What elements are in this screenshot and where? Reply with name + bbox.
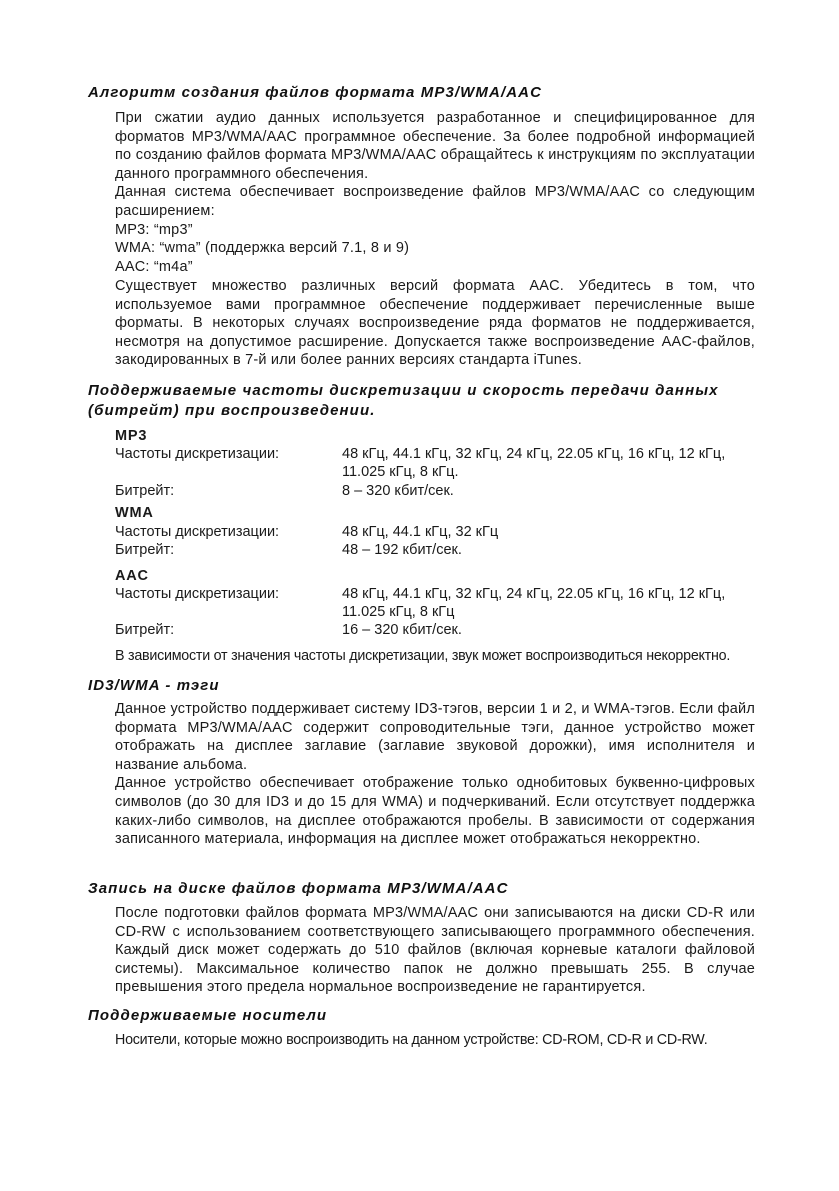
media-paragraph: Носители, которые можно воспроизводить на данном устройстве: CD-ROM, CD-R и CD-RW. (115, 1032, 708, 1048)
heading-id3-tags: ID3/WMA - тэги (88, 677, 220, 694)
format-name-wma: WMA (115, 505, 154, 521)
algorithm-paragraph-3: Существует множество различных версий формата AAC. Убедитесь в том, что используемое вами программное обеспечение поддерживает перечисленные выше форматы. В некоторых случаях воспроизведение ряда форматов не поддерживается, несмотря на допустимое расширение. Допускается также воспроизведение AAC-файлов, закодированных в 7-й или более ранних версиях стандарта iTunes. (115, 278, 755, 369)
format-name-aac: AAC (115, 568, 149, 584)
heading-disc-recording: Запись на диске файлов формата MP3/WMA/AAC (88, 880, 509, 897)
aac-bitrate-value: 16 – 320 кбит/сек. (342, 622, 462, 638)
aac-freq-label: Частоты дискретизации: (115, 586, 280, 602)
mp3-freq-label: Частоты дискретизации: (115, 446, 280, 462)
tags-body (115, 700, 755, 849)
format-name-mp3: MP3 (115, 428, 148, 444)
algorithm-paragraph-2: Данная система обеспечивает воспроизведение файлов MP3/WMA/AAC со следующим расширением: (115, 184, 755, 219)
sample-rate-note: В зависимости от значения частоты дискретизации, звук может воспроизводиться некорректно. (115, 648, 731, 664)
extension-aac: AAC: “m4a” (115, 258, 193, 275)
mp3-bitrate-label: Битрейт: (115, 483, 175, 499)
tags-paragraph-1: Данное устройство поддерживает систему ID3-тэгов, версии 1 и 2, и WMA-тэгов. Если файл формата MP3/WMA/AAC содержит сопроводительные тэги, данное устройство может отображать на дисплее заглавие (заглавие звуковой дорожки), имя исполнителя и название альбома. (115, 701, 755, 773)
aac-bitrate-label: Битрейт: (115, 622, 175, 638)
tags-paragraph-2: Данное устройство обеспечивает отображение только однобитовых буквенно-цифровых символов (до 30 для ID3 и до 15 для WMA) и подчеркиваний. Если отсутствует поддержка каких-либо символов, на дисплее отображаются пробелы. В зависимости от содержания записанного материала, информация на дисплее может отображаться некорректно. (115, 775, 755, 848)
wma-freq-label: Частоты дискретизации: (115, 524, 280, 540)
wma-bitrate-value: 48 – 192 кбит/сек. (342, 542, 462, 558)
heading-supported-media: Поддерживаемые носители (88, 1007, 328, 1024)
mp3-freq-value: 48 кГц, 44.1 кГц, 32 кГц, 24 кГц, 22.05 кГц, 16 кГц, 12 кГц, 11.025 кГц, 8 кГц. (342, 446, 726, 480)
heading-algorithm: Алгоритм создания файлов формата MP3/WMA/AAC (88, 84, 543, 101)
wma-freq-value: 48 кГц, 44.1 кГц, 32 кГц (342, 524, 499, 540)
algorithm-paragraph-1: При сжатии аудио данных используется разработанное и специфицированное для форматов MP3/WMA/AAC программное обеспечение. За более подробной информацией по созданию файлов формата MP3/WMA/AAC обращайтесь к инструкциям по эксплуатации данного программного обеспечения. (115, 110, 755, 182)
algorithm-body (115, 109, 755, 276)
mp3-bitrate-value: 8 – 320 кбит/сек. (342, 483, 454, 499)
extension-wma: WMA: “wma” (поддержка версий 7.1, 8 и 9) (115, 240, 410, 257)
recording-paragraph: После подготовки файлов формата MP3/WMA/AAC они записываются на диски CD-R или CD-RW с использованием соответствующего записывающего программного обеспечения. Каждый диск может содержать до 510 файлов (включая корневые каталоги файловой системы). Максимальное количество папок не должно превышать 255. В случае превышения этого предела нормальное воспроизведение не гарантируется. (115, 905, 755, 996)
wma-bitrate-label: Битрейт: (115, 542, 175, 558)
extension-mp3: MP3: “mp3” (115, 221, 193, 238)
aac-freq-value: 48 кГц, 44.1 кГц, 32 кГц, 24 кГц, 22.05 кГц, 16 кГц, 12 кГц, 11.025 кГц, 8 кГц (342, 586, 726, 620)
heading-sample-rates: Поддерживаемые частоты дискретизации и скорость передачи данных (битрейт) при воспроизведении. (88, 382, 719, 419)
